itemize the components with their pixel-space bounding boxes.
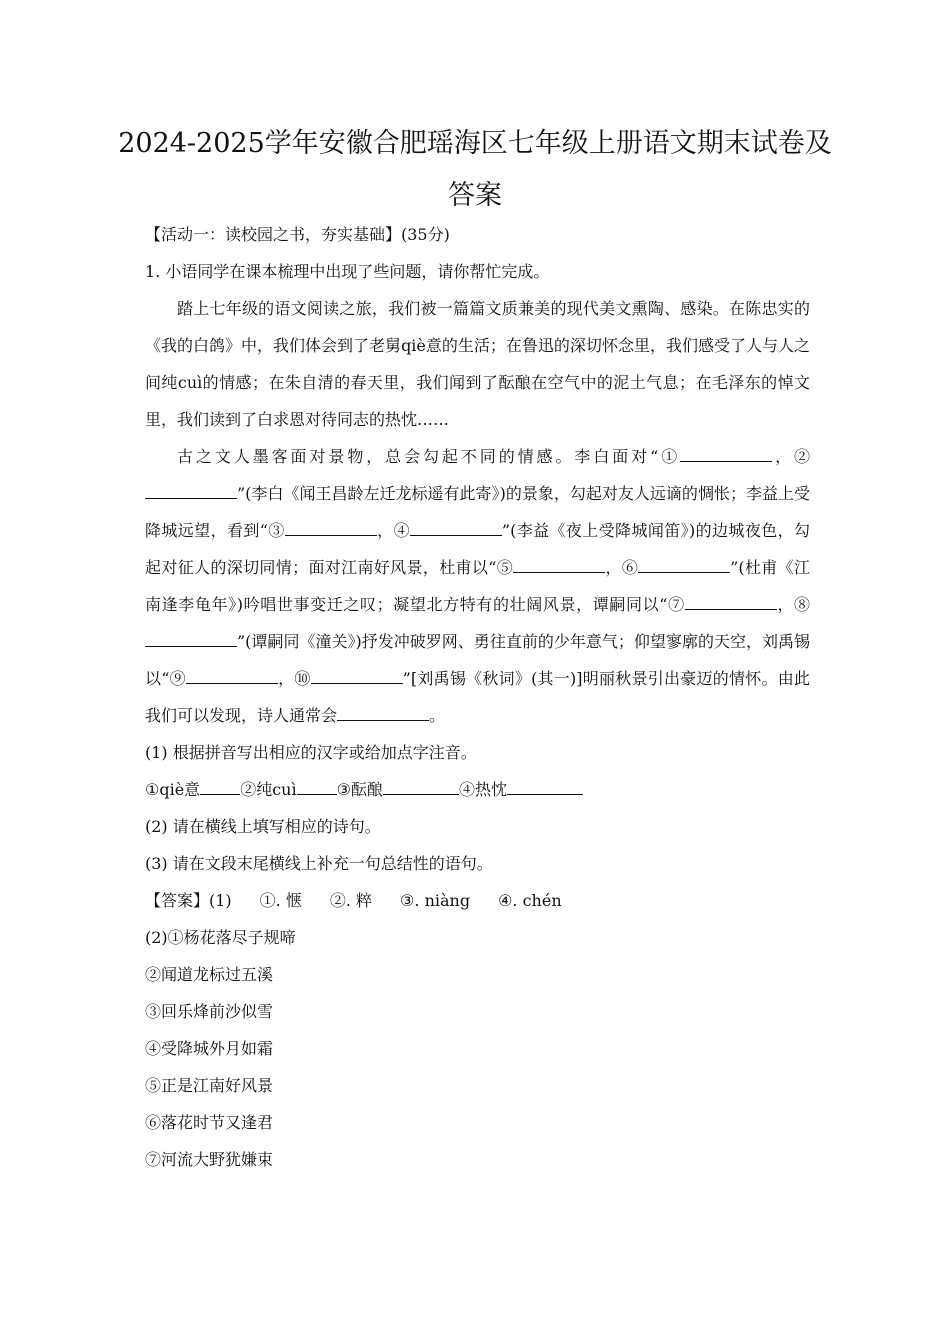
answer-part-2-label: (2) [145, 928, 168, 947]
document-title [100, 118, 850, 222]
pinyin-blank-4[interactable] [507, 777, 583, 795]
passage-2-text: ”(杜甫《江南逢李龟年》)吟唱世事变迁之叹；凝望北方特有的壮阔风景，谭嗣同以“⑦ [145, 558, 810, 614]
answer-line: ⑤正是江南好风景 [145, 1076, 274, 1095]
title-line-2: 答案 [448, 180, 502, 211]
answer-item: ②. 粹 [329, 891, 373, 910]
sub-question-2: (2) 请在横线上填写相应的诗句。 [145, 817, 381, 836]
passage-2-text: ”(李益《夜上受降城闻笛》)的边城夜色，勾起对征人的深切同情；面对江南好风景，杜甫以“⑤ [145, 521, 810, 577]
passage-2-text: ，⑥ [605, 558, 639, 577]
blank-9[interactable] [186, 666, 278, 684]
passage-2-text: ，⑩ [277, 669, 311, 688]
passage-2-text: ”(李白《闻王昌龄左迁龙标遥有此寄》)的景象，勾起对友人远谪的惆怅；李益上受降城远望，看到“③ [145, 484, 810, 540]
pinyin-item: ①qiè意 [145, 780, 201, 799]
answer-label: 【答案】(1) [145, 891, 232, 910]
passage-2-text: 古之文人墨客面对景物，总会勾起不同的情感。李白面对“① [177, 447, 681, 466]
blank-2[interactable] [145, 481, 237, 499]
blank-7[interactable] [685, 592, 777, 610]
passage-1: 踏上七年级的语文阅读之旅，我们被一篇篇文质兼美的现代美文熏陶、感染。在陈忠实的《我的白鸽》中，我们体会到了老舅qiè意的生活；在鲁迅的深切怀念里，我们感受了人与人之间纯cuì的情感；在朱自清的春天里，我们闻到了酝酿在空气中的泥土气息；在毛泽东的悼文里，我们读到了白求恩对待同志的热忱…… [145, 299, 810, 429]
answer-part-1 [145, 882, 810, 919]
answer-line: ③回乐烽前沙似雪 [145, 1002, 274, 1021]
answer-item: ④. chén [498, 891, 562, 910]
answer-item: ③. niàng [400, 891, 471, 910]
passage-2-text: ，② [772, 447, 810, 466]
passage-2-text: ”(谭嗣同《潼关》)抒发冲破罗网、勇往直前的少年意气；仰望寥廓的天空，刘禹锡以“⑨ [145, 632, 810, 688]
pinyin-item: ④热忱 [458, 780, 507, 799]
question-1-prompt: 1. 小语同学在课本梳理中出现了些问题，请你帮忙完成。 [145, 262, 550, 281]
pinyin-blank-1[interactable] [200, 777, 240, 795]
blank-1[interactable] [680, 444, 772, 462]
blank-summary[interactable] [337, 703, 429, 721]
answer-item: ①. 惬 [259, 891, 302, 910]
passage-2-text: ，④ [376, 521, 410, 540]
answer-line: ②闻道龙标过五溪 [145, 965, 274, 984]
blank-3[interactable] [285, 518, 377, 536]
answer-part-2-first [145, 919, 810, 956]
blank-4[interactable] [410, 518, 502, 536]
blank-5[interactable] [513, 555, 605, 573]
document-body [145, 216, 810, 1178]
title-line-1: 2024-2025学年安徽合肥瑶海区七年级上册语文期末试卷及 [118, 128, 832, 159]
pinyin-blank-2[interactable] [297, 777, 337, 795]
answer-line: ①杨花落尽子规啼 [167, 928, 296, 947]
answer-line: ⑦河流大野犹嫌束 [145, 1150, 274, 1169]
sub-question-3: (3) 请在文段末尾横线上补充一句总结性的语句。 [145, 854, 493, 873]
answer-line: ⑥落花时节又逢君 [145, 1113, 274, 1132]
blank-10[interactable] [311, 666, 403, 684]
answer-line: ④受降城外月如霜 [145, 1039, 274, 1058]
pinyin-items-row [145, 771, 810, 808]
passage-2-text: ”[刘禹锡《秋词》(其一)]明丽秋景引出豪迈的情怀。由此我们可以发现，诗人通常会 [145, 669, 810, 725]
blank-6[interactable] [638, 555, 730, 573]
passage-2-text: ，⑧ [776, 595, 810, 614]
pinyin-item: ③酝酿 [336, 780, 383, 799]
sub-question-1: (1) 根据拼音写出相应的汉字或给加点字注音。 [145, 743, 477, 762]
pinyin-blank-3[interactable] [383, 777, 459, 795]
pinyin-item: ②纯cuì [240, 780, 297, 799]
blank-8[interactable] [145, 629, 237, 647]
passage-2 [145, 438, 810, 734]
activity-heading: 【活动一：读校园之书，夯实基础】(35分) [145, 225, 450, 244]
passage-2-text: 。 [429, 706, 446, 725]
